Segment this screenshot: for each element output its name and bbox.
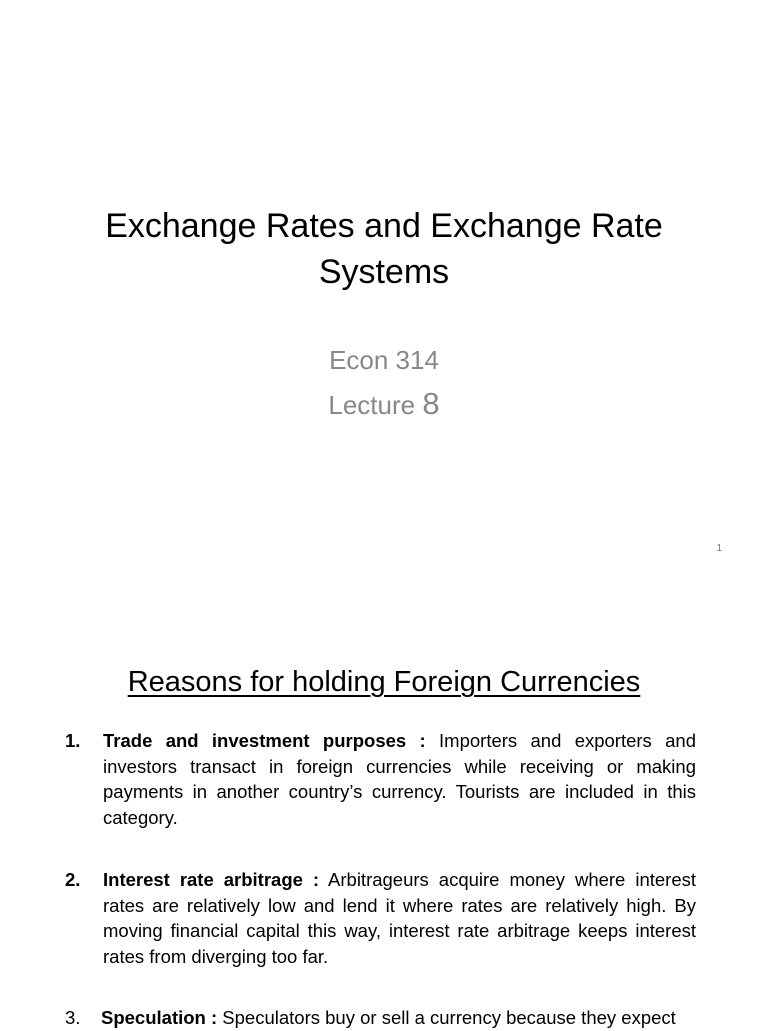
list-item-body [103, 867, 696, 969]
course-code: Econ 314 [329, 345, 439, 375]
list-item-heading: Trade and investment purposes : [103, 730, 426, 751]
section-heading: Reasons for holding Foreign Currencies [127, 666, 641, 698]
list-item [65, 867, 696, 969]
lecture-line [60, 382, 708, 427]
list-item-body [101, 1005, 696, 1031]
list-item-text: Arbitrageurs acquire money where interest rates are relatively low and lend it where rates are relatively high. By moving financial capital this way, interest rate arbitrage keeps interest rates from diverging too far. [103, 869, 696, 967]
list-item-number: 3. [65, 1007, 81, 1028]
list-item-text: Importers and exporters and investors transact in foreign currencies while receiving or making payments in another country’s currency. Tourists are included in this category. [103, 730, 697, 828]
list-item [65, 1005, 696, 1031]
lecture-label: Lecture [328, 390, 416, 420]
list-item-text: Speculators buy or sell a currency because they expect [222, 1007, 676, 1028]
slide-title [60, 203, 708, 295]
list-item-body [103, 728, 696, 830]
lecture-number: 8 [422, 386, 440, 421]
slide-title-line-1: Exchange Rates and Exchange Rate [105, 207, 663, 245]
list-item-number: 1. [65, 730, 81, 751]
slide-subtitle [60, 338, 708, 427]
page-number: 1 [716, 543, 722, 554]
content-slide [0, 580, 768, 1028]
list-item [65, 728, 696, 830]
list-item-heading: Speculation : [101, 1007, 218, 1028]
list-item-number: 2. [65, 869, 81, 890]
list-item-heading: Interest rate arbitrage : [103, 869, 320, 890]
slide-title-line-2: Systems [318, 253, 450, 291]
